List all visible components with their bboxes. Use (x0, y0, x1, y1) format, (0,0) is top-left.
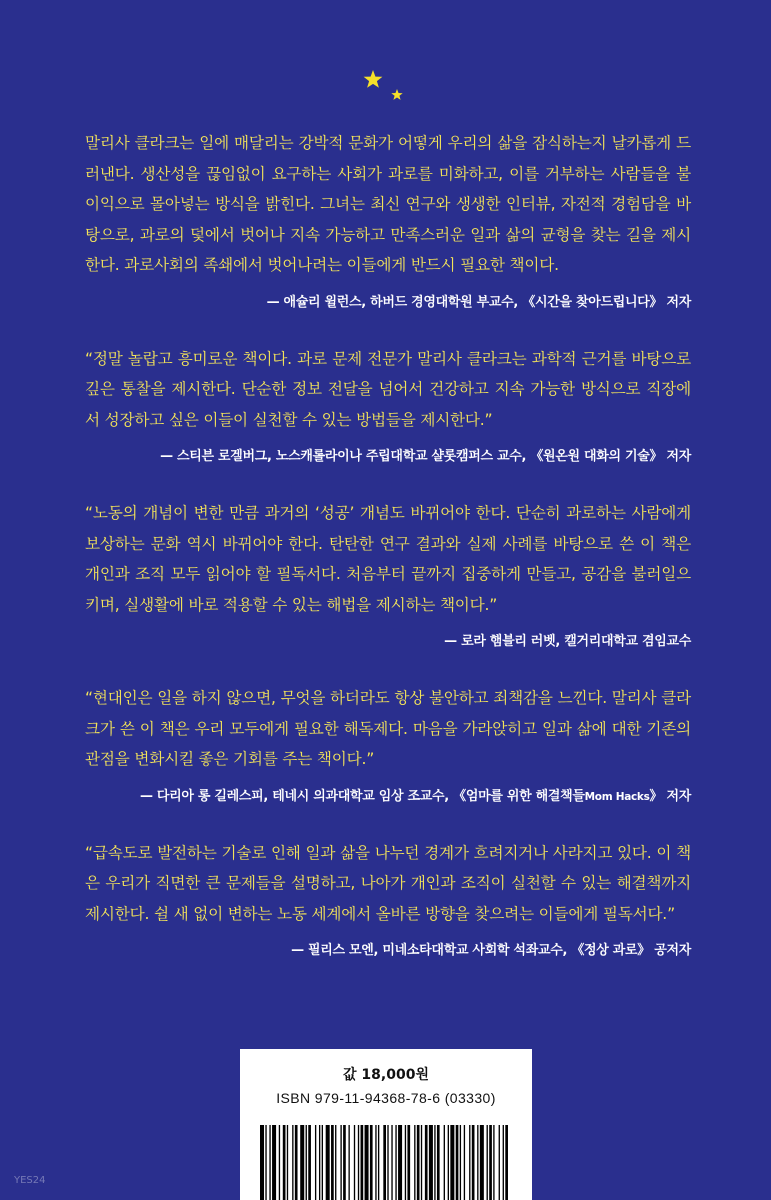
barcode-bar (425, 1125, 428, 1200)
watermark-text: YES24 (14, 1175, 46, 1186)
barcode-bar (365, 1125, 369, 1200)
barcode-bar (370, 1125, 373, 1200)
barcode-bar (326, 1125, 330, 1200)
barcode-bar (361, 1125, 364, 1200)
blurb-attribution: — 애슐리 윌런스, 하버드 경영대학원 부교수, 《시간을 찾아드립니다》 저자 (266, 294, 691, 310)
barcode-bar (292, 1125, 293, 1200)
barcode-bar (378, 1125, 379, 1200)
attribution-tail: 》 저자 (649, 788, 691, 804)
blurb-text: “노동의 개념이 변한 만큼 과거의 ‘성공’ 개념도 바뀌어야 한다. 단순히 과로하는 사람에게 보상하는 문화 역시 바뀌어야 한다. 탄탄한 연구 결과와 실제 사례를 바탕으로 쓴 이 책은 개인과 조직 모두 읽어야 할 필독서다. 처음부터 끝까지 집중하게 만들고, 공감을 불러일으키며, 실생활에 바로 적용할 수 있는 해법을 제시하는 책이다.” (85, 504, 691, 614)
barcode-bar (300, 1125, 304, 1200)
barcode-bar (417, 1125, 420, 1200)
star-icon (360, 68, 410, 108)
barcode-bar (450, 1125, 454, 1200)
barcode-bar (295, 1125, 298, 1200)
barcode-bar (480, 1125, 484, 1200)
attribution-main: — 다리아 롱 길레스피, 테네시 의과대학교 임상 조교수, 《엄마를 위한 해결책들 (139, 788, 585, 804)
barcode-bar (503, 1125, 504, 1200)
barcode-bar (434, 1125, 435, 1200)
barcode-bar (287, 1125, 288, 1200)
blurb-3 (85, 498, 691, 649)
barcode-bar (340, 1125, 341, 1200)
barcode-bar (493, 1125, 494, 1200)
barcode-bar (398, 1125, 402, 1200)
blurb-4 (85, 683, 691, 804)
price-label: 값 18,000원 (343, 1067, 429, 1083)
barcode-bar (348, 1125, 349, 1200)
blurb-attribution: — 스티븐 로겔버그, 노스캐롤라이나 주립대학교 샬롯캠퍼스 교수, 《원온원 대화의 기술》 저자 (160, 449, 691, 464)
barcode-bar (331, 1125, 334, 1200)
small-star-icon (391, 89, 402, 100)
barcode-bar (283, 1125, 286, 1200)
blurb-attribution: — 필리스 모엔, 미네소타대학교 사회학 석좌교수, 《정상 과로》 공저자 (291, 943, 691, 958)
barcode-bar (375, 1125, 376, 1200)
barcode-bar (260, 1125, 264, 1200)
barcode-bar (306, 1125, 307, 1200)
barcode-bar (505, 1125, 508, 1200)
blurb-2 (85, 344, 691, 465)
barcode-bar (456, 1125, 459, 1200)
blurb-1 (85, 128, 691, 310)
barcode-bar (319, 1125, 320, 1200)
barcode-bar (391, 1125, 392, 1200)
barcode-bar (354, 1125, 355, 1200)
blurbs-section (85, 128, 691, 992)
barcode-bar (335, 1125, 336, 1200)
barcode-label (240, 1049, 532, 1200)
barcode-bar (265, 1125, 266, 1200)
blurb-text: “정말 놀랍고 흥미로운 책이다. 과로 문제 전문가 말리사 클라크는 과학적 근거를 바탕으로 깊은 통찰을 제시한다. 단순한 정보 전달을 넘어서 건강하고 지속 가능한 방식으로 직장에서 성장하고 싶은 이들이 실천할 수 있는 방법들을 제시한다.” (85, 349, 691, 429)
barcode-bar (407, 1125, 410, 1200)
blurb-text: “급속도로 발전하는 기술로 인해 일과 삶을 나누던 경계가 흐려지거나 사라지고 있다. 이 책은 우리가 직면한 큰 문제들을 설명하고, 나아가 개인과 조직이 실천할 수 있는 해결책까지 제시한다. 쉴 새 없이 변하는 노동 세계에서 올바른 방향을 찾으려는 이들에게 필독서다.” (85, 843, 691, 923)
barcode-bar (421, 1125, 422, 1200)
barcode-bar (489, 1125, 492, 1200)
barcode-bar (464, 1125, 465, 1200)
decorative-stars (360, 68, 410, 108)
barcode-bar (383, 1125, 386, 1200)
barcode-bar (448, 1125, 449, 1200)
barcode-bar (487, 1125, 488, 1200)
barcode-bar (358, 1125, 359, 1200)
barcode-bar (387, 1125, 388, 1200)
barcode-bar (469, 1125, 470, 1200)
barcode-bar (437, 1125, 440, 1200)
barcode-bar (429, 1125, 433, 1200)
barcode-bar (269, 1125, 270, 1200)
blurb-5 (85, 838, 691, 959)
barcode-bar (308, 1125, 311, 1200)
barcode-bar (444, 1125, 445, 1200)
barcode-bar (315, 1125, 316, 1200)
blurb-text: “현대인은 일을 하지 않으면, 무엇을 하더라도 항상 불안하고 죄책감을 느낀다. 말리사 클라크가 쓴 이 책은 우리 모두에게 필요한 해독제다. 마음을 가라앉히고 일과 삶에 대한 기존의 관점을 변화시킬 좋은 기회를 주는 책이다.” (85, 689, 691, 768)
barcode-bar (460, 1125, 461, 1200)
barcode-bar (477, 1125, 478, 1200)
barcode-bar (395, 1125, 396, 1200)
attribution-english-title: Mom Hacks (584, 790, 650, 803)
barcode-bar (405, 1125, 406, 1200)
barcode-bar (414, 1125, 415, 1200)
blurb-attribution: — 로라 햄블리 러벳, 캘거리대학교 겸임교수 (444, 634, 691, 649)
barcode-bar (472, 1125, 475, 1200)
barcode-bar (499, 1125, 500, 1200)
barcode-bar (272, 1125, 276, 1200)
blurb-attribution (85, 785, 691, 804)
barcode-bar (343, 1125, 346, 1200)
barcode (260, 1125, 512, 1200)
barcode-bar (279, 1125, 280, 1200)
barcode-bar (322, 1125, 323, 1200)
blurb-text: 말리사 클라크는 일에 매달리는 강박적 문화가 어떻게 우리의 삶을 잠식하는지 날카롭게 드러낸다. 생산성을 끊임없이 요구하는 사회가 과로를 미화하고, 이를 거부하는 사람들을 불이익으로 몰아넣는 방식을 밝힌다. 그녀는 최신 연구와 생생한 인터뷰, 자전적 경험담을 바탕으로, 과로의 덫에서 벗어나 지속 가능하고 만족스러운 일과 삶의 균형을 찾는 길을 제시한다. 과로사회의 족쇄에서 벗어나려는 이들에게 반드시 필요한 책이다. (85, 134, 691, 274)
isbn-label: ISBN 979-11-94368-78-6 (03330) (276, 1090, 496, 1106)
large-star-icon (364, 70, 383, 88)
